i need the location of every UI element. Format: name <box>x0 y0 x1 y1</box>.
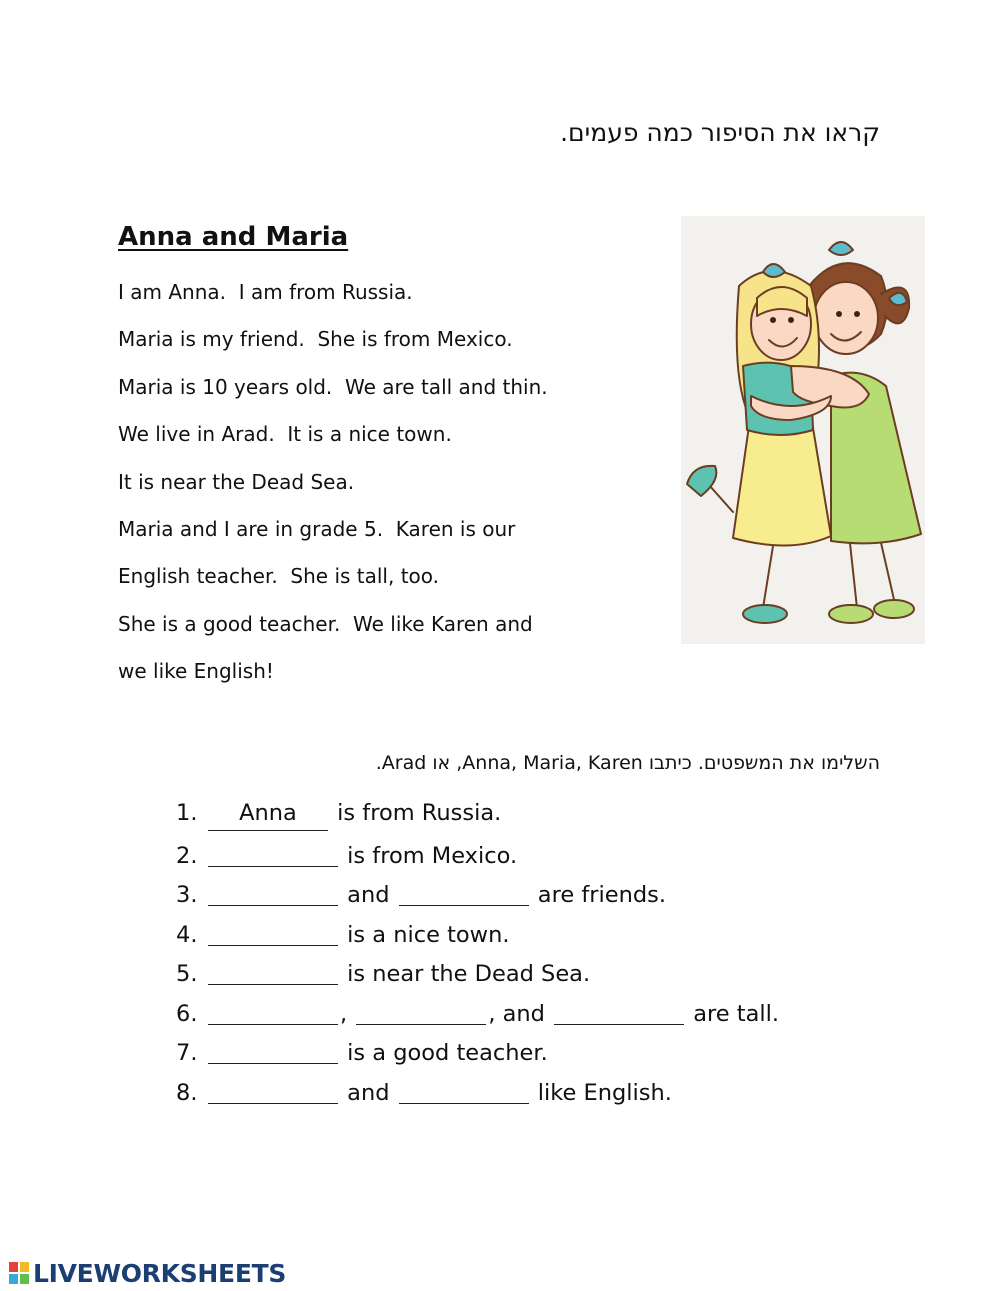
answer-blank[interactable] <box>399 879 529 906</box>
exercise-item-8 <box>176 1073 779 1113</box>
girls-hugging-illustration <box>681 216 925 644</box>
answer-blank[interactable] <box>208 800 328 831</box>
item-number: 5. <box>176 961 198 987</box>
exercise-item-4 <box>176 915 779 955</box>
liveworksheets-logo-icon <box>8 1261 30 1285</box>
brand-name: LIVEWORKSHEETS <box>33 1258 287 1288</box>
story-line: I am Anna. I am from Russia. <box>118 280 413 304</box>
story-text <box>118 278 638 705</box>
fill-in-exercise <box>176 796 779 1112</box>
answer-blank[interactable] <box>208 998 338 1025</box>
answer-blank[interactable] <box>208 1037 338 1064</box>
instruction-complete-sentences: השלימו את המשפטים. כיתבו Anna, Maria, Karen, או Arad. <box>375 752 880 774</box>
item-number: 4. <box>176 921 198 948</box>
item-number: 2. <box>176 842 198 869</box>
story-line: English teacher. She is tall, too. <box>118 564 440 589</box>
story-line: She is a good teacher. We like Karen and <box>118 611 533 636</box>
item-number: 1. <box>176 800 198 826</box>
sentence-text: are tall. <box>686 1000 780 1027</box>
answer-blank[interactable] <box>208 879 338 906</box>
girls-hugging-icon <box>681 216 925 644</box>
sentence-text: is a nice town. <box>340 921 510 948</box>
answer-blank[interactable] <box>399 1077 529 1104</box>
item-number: 6. <box>176 1000 198 1027</box>
story-line: Maria is 10 years old. We are tall and thin. <box>118 374 548 399</box>
answer-blank[interactable] <box>208 958 338 985</box>
sentence-text: , and <box>488 1000 553 1027</box>
sentence-text: and <box>340 882 397 908</box>
answer-blank[interactable] <box>208 919 338 946</box>
instruction-read-story: קראו את הסיפור כמה פעמים. <box>560 118 880 147</box>
sentence-text: and <box>340 1079 397 1106</box>
exercise-item-1 <box>176 796 779 836</box>
sentence-text: is from Russia. <box>330 800 502 826</box>
sentence-text: like English. <box>530 1079 672 1106</box>
answer-blank[interactable] <box>208 840 338 867</box>
exercise-item-3 <box>176 875 779 915</box>
item-number: 7. <box>176 1040 198 1066</box>
story-title: Anna and Maria <box>118 222 349 252</box>
sentence-text: is near the Dead Sea. <box>340 961 591 987</box>
story-line: Maria and I are in grade 5. Karen is our <box>118 516 516 541</box>
sample-answer: Anna <box>239 800 297 826</box>
liveworksheets-logo <box>8 1256 286 1290</box>
answer-blank[interactable] <box>554 998 684 1025</box>
sentence-text: , <box>340 1000 355 1027</box>
sentence-text: is from Mexico. <box>340 842 518 869</box>
sentence-text: are friends. <box>530 882 667 908</box>
exercise-item-2 <box>176 836 779 876</box>
item-number: 8. <box>176 1079 198 1106</box>
item-number: 3. <box>176 882 198 908</box>
story-line: It is near the Dead Sea. <box>118 469 355 494</box>
sentence-text: is a good teacher. <box>340 1040 548 1066</box>
story-line: we like English! <box>118 659 274 684</box>
story-line: Maria is my friend. She is from Mexico. <box>118 327 513 352</box>
story-line: We live in Arad. It is a nice town. <box>118 422 452 447</box>
exercise-item-5 <box>176 954 779 994</box>
exercise-item-6 <box>176 994 779 1034</box>
answer-blank[interactable] <box>356 998 486 1025</box>
answer-blank[interactable] <box>208 1077 338 1104</box>
exercise-item-7 <box>176 1033 779 1073</box>
